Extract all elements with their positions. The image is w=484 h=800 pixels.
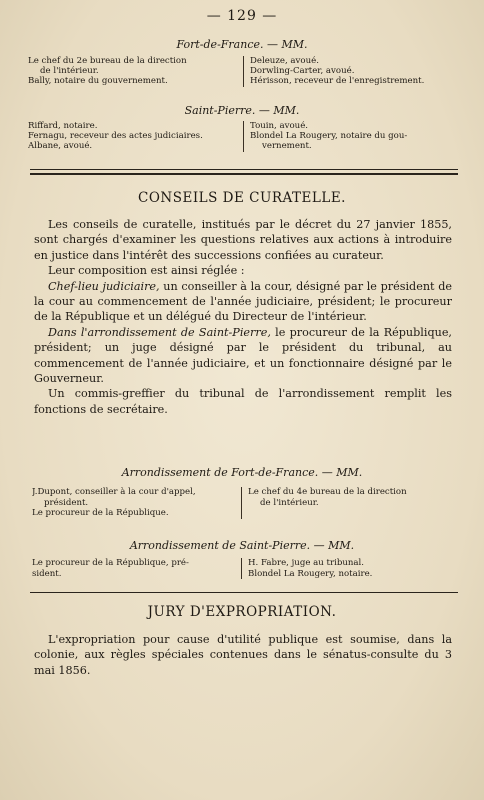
paragraph: Un commis-greffier du tribunal de l'arrondissement remplit les fonctions de secrétaire. — [34, 387, 452, 416]
paragraph: Les conseils de curatelle, institués par le décret du 27 janvier 1855, sont chargés d'examiner les questions relatives aux actions à introduire en justice dans l'intérêt des successions confiées au curateur. — [34, 218, 452, 262]
section-divider — [30, 592, 458, 593]
arr-fort-de-france-right-column — [242, 487, 452, 519]
paragraph: L'expropriation pour cause d'utilité publique est soumise, dans la colonie, aux règles spéciales contenues dans le sénatus-consulte du 3 mai 1856. — [34, 633, 452, 677]
member-line: Le chef du 2e bureau de la direction — [28, 56, 187, 66]
fort-de-france-heading: Fort-de-France. — MM. — [176, 38, 308, 51]
member-line: Blondel La Rougery, notaire. — [248, 568, 373, 579]
saint-pierre-heading: Saint-Pierre. — MM. — [184, 104, 300, 117]
paragraph — [34, 325, 452, 387]
member-line: président. — [44, 497, 89, 508]
jury-title: JURY D'EXPROPRIATION. — [147, 604, 337, 620]
arr-saint-pierre-right-column — [242, 558, 452, 579]
arr-saint-pierre-left-column — [32, 558, 242, 579]
member-line: Fernagu, receveur des actes judiciaires. — [28, 131, 203, 142]
member-line: J.Dupont, conseiller à la cour d'appel, — [32, 487, 196, 497]
saint-pierre-left-column — [28, 121, 244, 152]
saint-pierre-members — [28, 121, 460, 152]
paragraph: Leur composition est ainsi réglée : — [48, 264, 245, 278]
member-line: Le chef du 4e bureau de la direction — [248, 487, 407, 497]
member-line: Le procureur de la République, pré- — [32, 558, 189, 568]
member-line: vernement. — [262, 141, 312, 152]
arr-saint-pierre-members — [32, 558, 452, 579]
member-line: Hérisson, receveur de l'enregistrement. — [250, 76, 425, 87]
fort-de-france-members — [28, 56, 460, 87]
arr-fort-de-france-members — [32, 487, 452, 519]
section-divider — [30, 169, 458, 175]
paragraph-rest: un conseiller à la cour, désigné par le président de la cour au commencement de l'année judiciaire, président; le procureur de la République et un délégué du Directeur de l'intérieur. — [34, 279, 452, 324]
curatelle-title: CONSEILS DE CURATELLE. — [138, 190, 346, 206]
member-line: Le procureur de la République. — [32, 508, 169, 519]
member-line: Deleuze, avoué. — [250, 56, 319, 66]
arr-saint-pierre-heading: Arrondissement de Saint-Pierre. — MM. — [129, 539, 355, 552]
curatelle-text — [34, 217, 452, 417]
arr-fort-de-france-heading: Arrondissement de Fort-de-France. — MM. — [121, 466, 363, 479]
member-line: H. Fabre, juge au tribunal. — [248, 558, 365, 568]
member-line: Bally, notaire du gouvernement. — [28, 76, 168, 87]
member-line: de l'intérieur. — [40, 66, 99, 77]
fort-de-france-left-column — [28, 56, 244, 87]
member-line: Riffard, notaire. — [28, 121, 98, 131]
fort-de-france-right-column — [244, 56, 460, 87]
italic-lead: Dans l'arrondissement de Saint-Pierre, — [48, 325, 271, 339]
page-number: — 129 — — [206, 8, 278, 24]
jury-text — [34, 632, 452, 678]
paragraph — [34, 279, 452, 325]
member-line: Dorwling-Carter, avoué. — [250, 66, 355, 77]
member-line: Albane, avoué. — [28, 141, 93, 152]
member-line: de l'intérieur. — [260, 497, 319, 508]
member-line: Touin, avoué. — [250, 121, 309, 131]
member-line: Blondel La Rougery, notaire du gou- — [250, 131, 408, 142]
italic-lead: Chef-lieu judiciaire, — [48, 279, 160, 293]
saint-pierre-right-column — [244, 121, 460, 152]
paragraph-rest: le procureur de la République, président; un juge désigné par le président du tribunal, au commencement de l'année judiciaire, et un fonctionnaire désigné par le Gouverneur. — [34, 325, 452, 386]
arr-fort-de-france-left-column — [32, 487, 242, 519]
member-line: sident. — [32, 568, 62, 579]
